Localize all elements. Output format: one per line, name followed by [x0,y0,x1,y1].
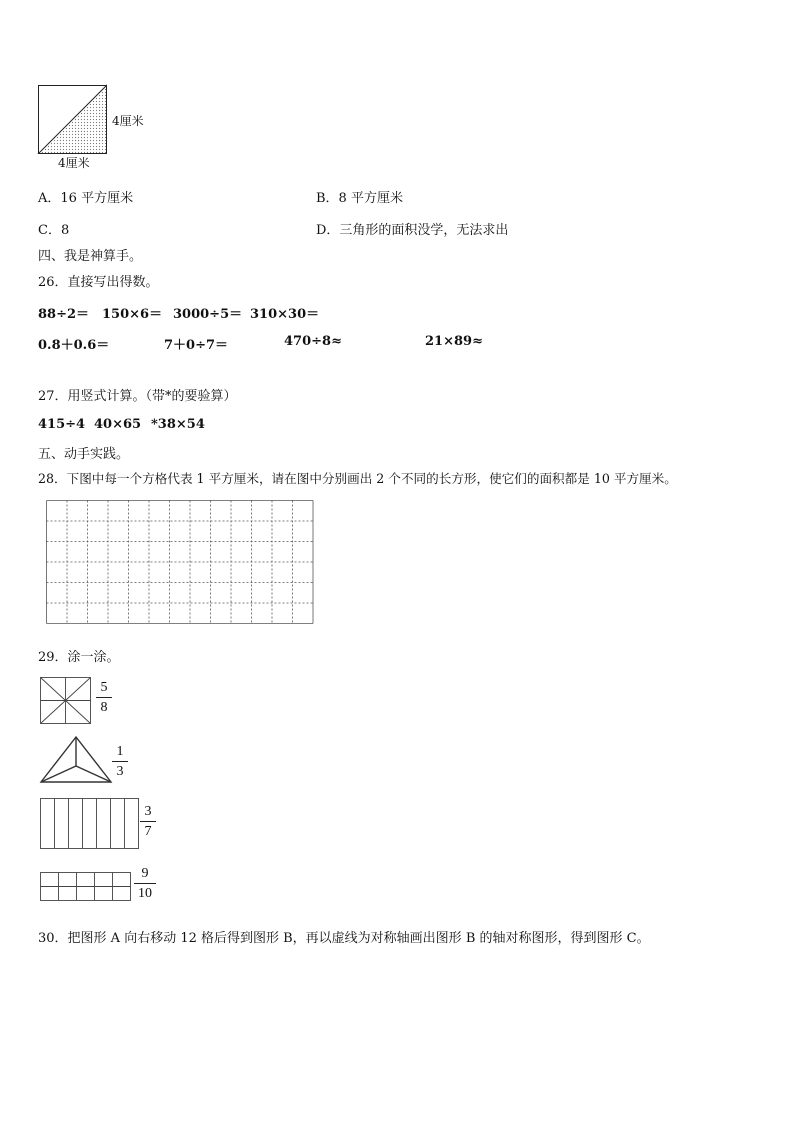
q26-expr: 21×89≈ [425,334,483,349]
q30-title: 30．把图形 A 向右移动 12 格后得到图形 B，再以虚线为对称轴画出图形 B 的轴对称图形，得到图形 C。 [38,931,650,946]
q27-title: 27．用竖式计算。（带*的要验算） [38,389,237,404]
eighths-square[interactable] [40,677,92,725]
denominator: 3 [116,764,124,779]
fraction-9-10 [134,867,156,901]
q28-title: 28．下图中每一个方格代表 1 平方厘米，请在图中分别画出 2 个不同的长方形，使它们的面积都是 10 平方厘米。 [38,471,677,486]
q27-item: 40×65 [94,417,142,432]
numerator: 9 [141,866,149,881]
option-c[interactable]: C．8 [38,223,70,238]
q27-item: *38×54 [151,417,205,432]
option-a[interactable]: A．16 平方厘米 [38,191,134,206]
fraction-3-7 [140,805,156,839]
sevenths-rectangle[interactable] [40,798,140,850]
thirds-triangle[interactable] [40,736,112,784]
q26-expr: 0.8＋0.6＝ [38,338,110,353]
q26-expr: 150×6＝ [102,307,163,322]
square-grid[interactable] [46,500,316,625]
q26-title: 26．直接写出得数。 [38,275,159,290]
option-d[interactable]: D．三角形的面积没学，无法求出 [316,223,509,238]
numerator: 1 [116,744,124,759]
square-triangle-figure [38,85,108,155]
numerator: 5 [100,680,108,695]
numerator: 3 [144,804,152,819]
fraction-1-3 [112,745,128,779]
figure-bottom-label: 4厘米 [58,156,90,170]
q26-expr: 7＋0÷7＝ [164,338,229,353]
denominator: 7 [144,824,152,839]
tenths-grid[interactable] [40,872,132,902]
denominator: 10 [138,886,152,901]
option-b[interactable]: B．8 平方厘米 [316,191,403,206]
section-5-title: 五、动手实践。 [38,447,130,462]
q26-expr: 310×30＝ [250,307,320,322]
q26-expr: 470÷8≈ [284,334,342,349]
q26-expr: 3000÷5＝ [173,307,243,322]
section-4-title: 四、我是神算手。 [38,249,143,264]
fraction-5-8 [96,681,112,715]
figure-side-label: 4厘米 [112,114,144,128]
q27-item: 415÷4 [38,417,86,432]
q29-title: 29．涂一涂。 [38,650,120,665]
denominator: 8 [100,700,108,715]
q26-expr: 88÷2＝ [38,307,90,322]
